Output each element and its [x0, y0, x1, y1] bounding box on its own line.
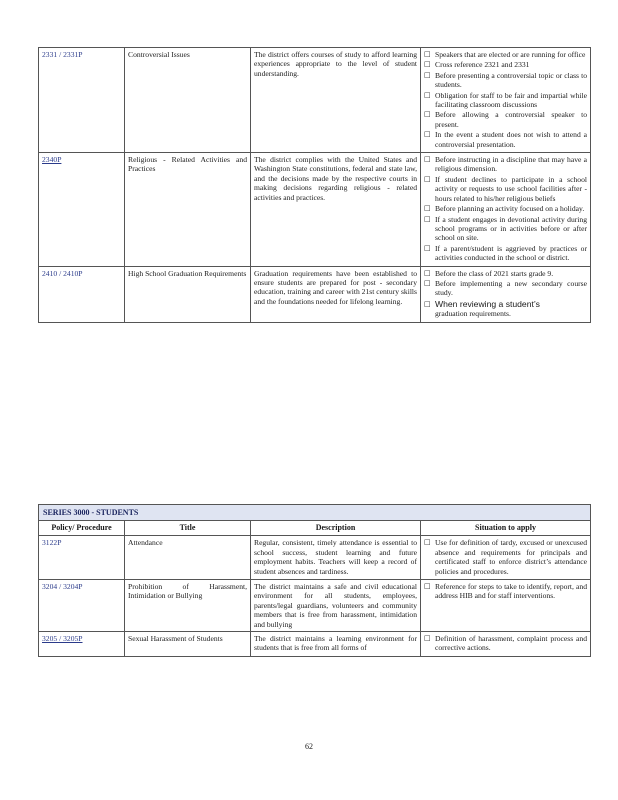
policy-title: Prohibition of Harassment, Intimidation or Bullying	[125, 580, 251, 632]
situation-list	[424, 634, 587, 653]
series-label: SERIES 3000 - STUDENTS	[39, 505, 591, 521]
policy-title: Religious - Related Activities and Practices	[125, 153, 251, 266]
situation-item: □ If a parent/student is aggrieved by practices or activities conducted in the school or district.	[424, 244, 587, 263]
policy-description: The district complies with the United States and Washington State constitutions, federal and state law, and the decisions made by the respective courts in making decisions regarding religious - related activities and practices.	[251, 153, 421, 266]
policy-title: Attendance	[125, 536, 251, 580]
policy-code[interactable]: 3205 / 3205P	[39, 632, 125, 657]
table-row	[39, 632, 591, 657]
situation-item: □ Definition of harassment, complaint process and corrective actions.	[424, 634, 587, 653]
policy-table-2000	[38, 47, 591, 323]
policy-description: The district maintains a learning environment for students that is free from all forms of	[251, 632, 421, 657]
policy-title: Controversial Issues	[125, 48, 251, 153]
situation-item: □ If a student engages in devotional activity during school programs or in activities before or after school on site.	[424, 215, 587, 243]
policy-description: Regular, consistent, timely attendance is essential to school success, student learning and future employment habits. Teachers will keep a record of student absences and tardiness.	[251, 536, 421, 580]
situation-item: □ Before allowing a controversial speaker to present.	[424, 110, 587, 129]
header-situation: Situation to apply	[421, 521, 591, 536]
table-row	[39, 580, 591, 632]
policy-code: 2331 / 2331P	[39, 48, 125, 153]
policy-title: High School Graduation Requirements	[125, 266, 251, 322]
situation-item: □ Before implementing a new secondary course study.	[424, 279, 587, 298]
situation-cell	[421, 266, 591, 322]
situation-cell	[421, 580, 591, 632]
policy-table-3000	[38, 504, 591, 657]
situation-item: □ Obligation for staff to be fair and impartial while facilitating classroom discussions	[424, 91, 587, 110]
situation-list	[424, 155, 587, 262]
situation-list	[424, 538, 587, 576]
situation-item: □ Before instructing in a discipline that may have a religious dimension.	[424, 155, 587, 174]
policy-code[interactable]: 2340P	[39, 153, 125, 266]
situation-item	[424, 299, 587, 319]
situation-item: □ Speakers that are elected or are running for office	[424, 50, 587, 59]
policy-description: The district offers courses of study to afford learning experiences appropriate to the level of student understanding.	[251, 48, 421, 153]
situation-cell	[421, 536, 591, 580]
table-row	[39, 48, 591, 153]
policy-description: Graduation requirements have been established to ensure students are prepared for post - secondary education, training and career with 21st century skills and the foundations needed for lifelong learning.	[251, 266, 421, 322]
situation-item-text: When reviewing a student’s	[435, 298, 540, 309]
situation-item: □ Before presenting a controversial topic or class to students.	[424, 71, 587, 90]
situation-item-tail: graduation requirements.	[435, 308, 511, 318]
situation-cell	[421, 632, 591, 657]
table-row	[39, 536, 591, 580]
policy-code: 3204 / 3204P	[39, 580, 125, 632]
column-header-row	[39, 521, 591, 536]
situation-item: □ Use for definition of tardy, excused or unexcused absence and requirements for principals and certificated staff to enforce district’s attendance policies and procedures.	[424, 538, 587, 576]
policy-title: Sexual Harassment of Students	[125, 632, 251, 657]
header-description: Description	[251, 521, 421, 536]
situation-item: □ If student declines to participate in a school activity or requests to use school facilities after - hours related to his/her religious beliefs	[424, 175, 587, 203]
situation-item: □ Before planning an activity focused on a holiday.	[424, 204, 587, 213]
page-number: 62	[305, 742, 313, 751]
policy-code: 2410 / 2410P	[39, 266, 125, 322]
table-row	[39, 153, 591, 266]
situation-item: □ Reference for steps to take to identify, report, and address HIB and for staff interventions.	[424, 582, 587, 601]
series-header-row	[39, 505, 591, 521]
situation-item: □ Before the class of 2021 starts grade 9.	[424, 269, 587, 278]
header-policy: Policy/ Procedure	[39, 521, 125, 536]
situation-item: □ Cross reference 2321 and 2331	[424, 60, 587, 69]
situation-item: □ In the event a student does not wish to attend a controversial presentation.	[424, 130, 587, 149]
situation-cell	[421, 153, 591, 266]
situation-cell	[421, 48, 591, 153]
situation-list	[424, 269, 587, 319]
header-title: Title	[125, 521, 251, 536]
situation-list	[424, 50, 587, 149]
policy-description: The district maintains a safe and civil educational environment for all students, employees, parents/legal guardians, volunteers and community members that is free from harassment, intimidation and bullying	[251, 580, 421, 632]
situation-list	[424, 582, 587, 601]
table-row	[39, 266, 591, 322]
policy-code: 3122P	[39, 536, 125, 580]
